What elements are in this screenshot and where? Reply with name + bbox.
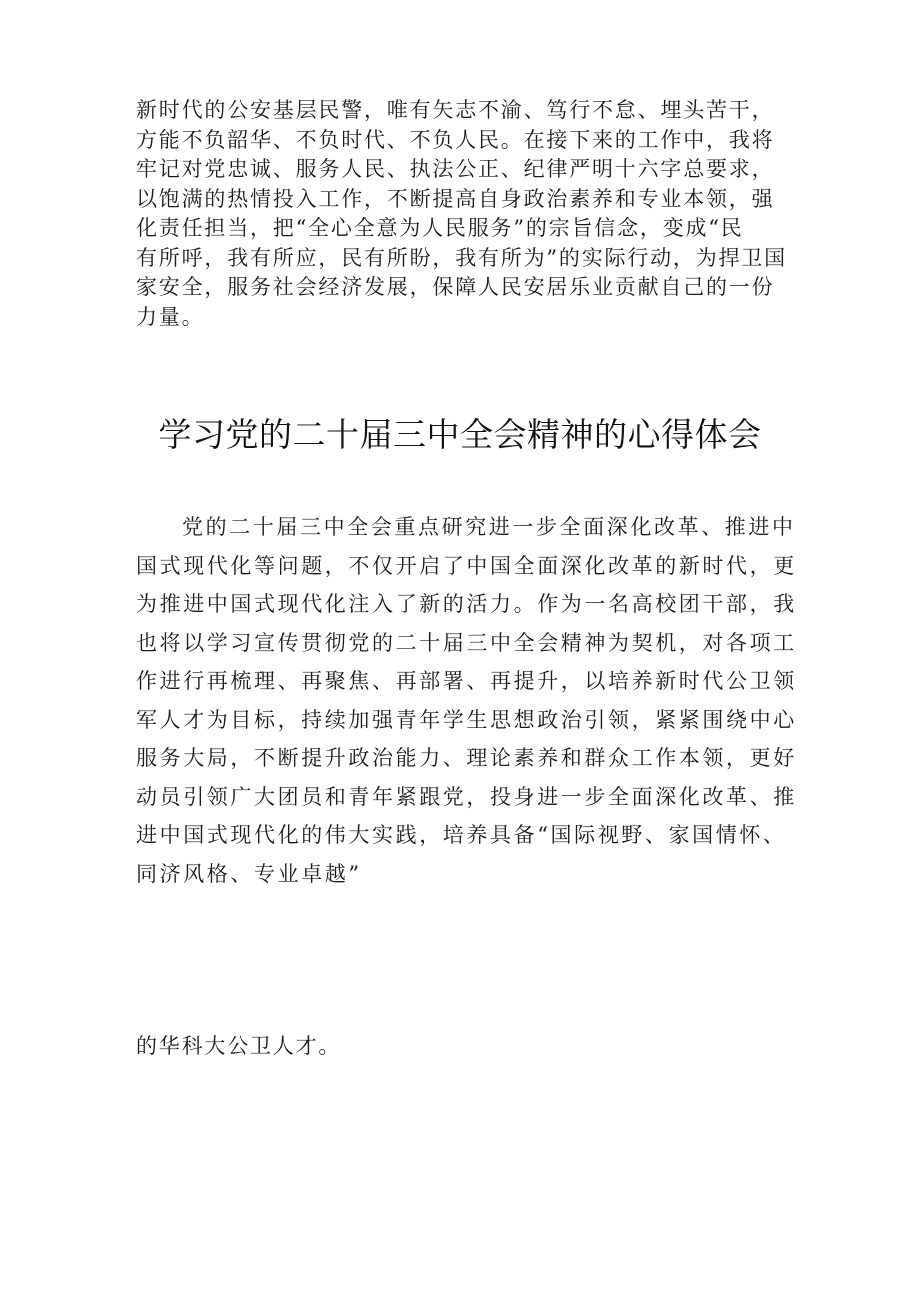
paragraph-line: 方能不负韶华、不负时代、不负人民。在接下来的工作中，我将	[136, 127, 775, 152]
paragraph-line: 军人才为目标，持续加强青年学生思想政治引领，紧紧围绕中心	[136, 707, 797, 732]
paragraph-line: 同济风格、专业卓越”	[136, 861, 362, 886]
paragraph-line: 党的二十届三中全会重点研究进一步全面深化改革、推进中	[182, 515, 796, 539]
paragraph-line: 进中国式现代化的伟大实践，培养具备“国际视野、家国情怀、	[136, 823, 787, 847]
paragraph-line: 为推进中国式现代化注入了新的活力。作为一名高校团干部，我	[136, 592, 797, 616]
body-paragraph	[136, 508, 796, 893]
paragraph-line: 化责任担当，把“全心全意为人民服务”的宗旨信念，变成“民	[136, 216, 744, 240]
document-title: 学习党的二十届三中全会精神的心得体会	[158, 415, 762, 454]
paragraph-line: 以饱满的热情投入工作，不断提高自身政治素养和专业本领，强	[136, 186, 775, 211]
paragraph-line: 新时代的公安基层民警，唯有矢志不渝、笃行不怠、埋头苦干，	[136, 98, 775, 122]
paragraph-line: 也将以学习宣传贯彻党的二十届三中全会精神为契机，对各项工	[136, 630, 797, 655]
paragraph-line: 动员引领广大团员和青年紧跟党，投身进一步全面深化改革、推	[136, 784, 797, 809]
paragraph-line: 国式现代化等问题，不仅开启了中国全面深化改革的新时代，更	[136, 553, 797, 578]
paragraph-line: 牢记对党忠诚、服务人民、执法公正、纪律严明十六字总要求，	[136, 157, 775, 181]
paragraph-line: 家安全，服务社会经济发展，保障人民安居乐业贡献自己的一份	[136, 275, 775, 299]
paragraph-line: 作进行再梳理、再聚焦、再部署、再提升，以培养新时代公卫领	[136, 669, 797, 693]
paragraph-line: 力量。	[136, 304, 205, 329]
closing-line: 的华科大公卫人才。	[136, 1034, 342, 1058]
intro-paragraph	[136, 96, 796, 332]
paragraph-line: 有所呼，我有所应，民有所盼，我有所为”的实际行动，为捍卫国	[136, 245, 787, 270]
paragraph-line: 服务大局，不断提升政治能力、理论素养和群众工作本领，更好	[136, 746, 797, 770]
